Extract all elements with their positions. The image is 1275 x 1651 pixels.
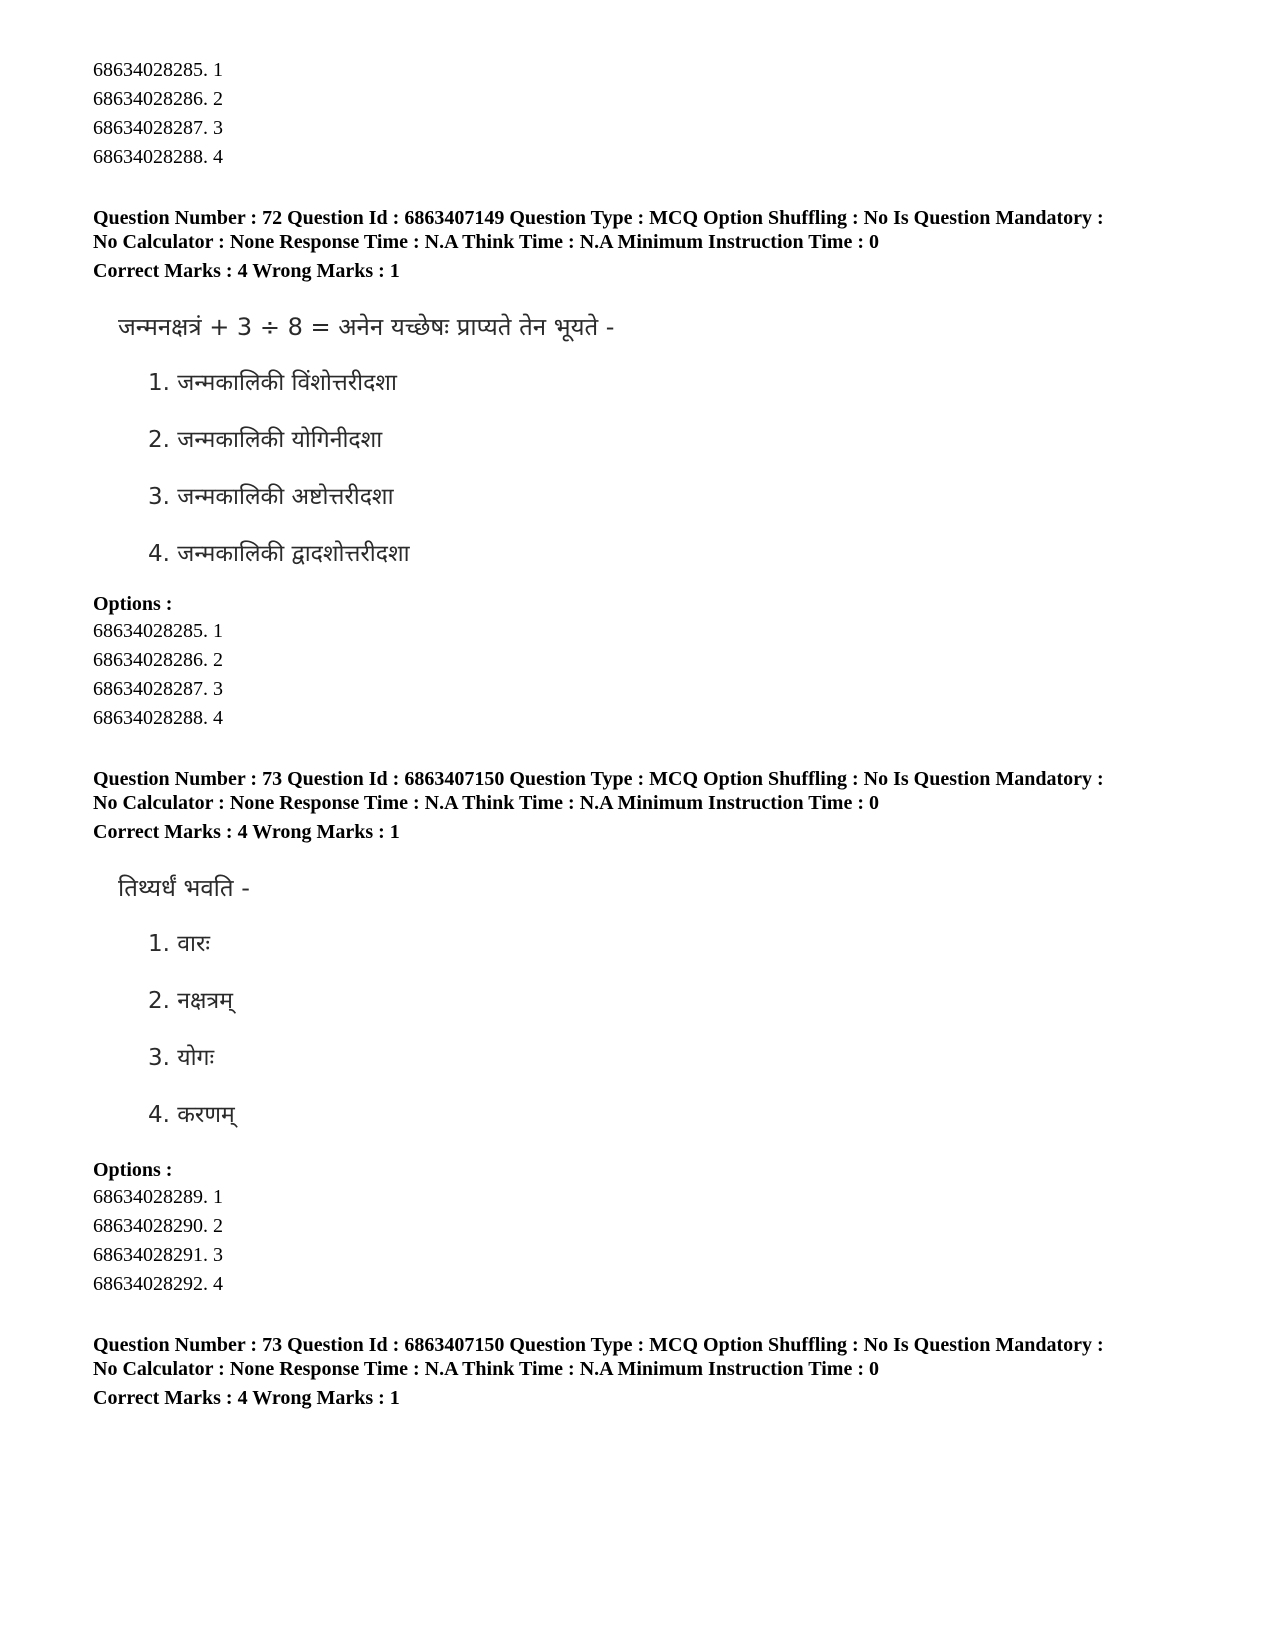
choice-2: 2. नक्षत्रम्: [148, 988, 233, 1014]
option-item: 68634028285. 1: [93, 59, 223, 81]
option-item: 68634028286. 2: [93, 88, 223, 110]
question-marks: Correct Marks : 4 Wrong Marks : 1: [93, 821, 400, 843]
question-meta-line-1: Question Number : 72 Question Id : 6863407149 Question Type : MCQ Option Shuffling : No Is Question Mandatory :: [93, 207, 1104, 229]
option-item: 68634028289. 1: [93, 1186, 223, 1208]
question-meta-line-1: Question Number : 73 Question Id : 6863407150 Question Type : MCQ Option Shuffling : No Is Question Mandatory :: [93, 1334, 1104, 1356]
question-73-image: [118, 873, 418, 1143]
option-item: 68634028287. 3: [93, 678, 223, 700]
option-item: 68634028287. 3: [93, 117, 223, 139]
option-item: 68634028286. 2: [93, 649, 223, 671]
question-72-image: [118, 312, 638, 582]
question-73-repeat-header: [93, 1333, 1203, 1410]
choice-3: 3. योगः: [148, 1045, 215, 1071]
choice-1: 1. वारः: [148, 931, 211, 957]
choice-4: 4. करणम्: [148, 1102, 235, 1128]
question-72-header: [93, 206, 1203, 283]
choice-1: 1. जन्मकालिकी विंशोत्तरीदशा: [148, 370, 397, 396]
choice-4: 4. जन्मकालिकी द्वादशोत्तरीदशा: [148, 541, 410, 567]
option-item: 68634028292. 4: [93, 1273, 223, 1295]
question-marks: Correct Marks : 4 Wrong Marks : 1: [93, 1387, 400, 1409]
question-meta-line-2: No Calculator : None Response Time : N.A Think Time : N.A Minimum Instruction Time : 0: [93, 231, 879, 253]
options-label: Options :: [93, 1159, 173, 1181]
question-stem: जन्मनक्षत्रं + 3 ÷ 8 = अनेन यच्छेषः प्राप्यते तेन भूयते -: [118, 313, 615, 341]
option-item: 68634028288. 4: [93, 146, 223, 168]
question-73-options: [93, 1183, 223, 1299]
question-meta-line-2: No Calculator : None Response Time : N.A Think Time : N.A Minimum Instruction Time : 0: [93, 1358, 879, 1380]
question-meta-line-1: Question Number : 73 Question Id : 6863407150 Question Type : MCQ Option Shuffling : No Is Question Mandatory :: [93, 768, 1104, 790]
top-options-list: [93, 56, 223, 172]
question-72-options: [93, 617, 223, 733]
option-item: 68634028290. 2: [93, 1215, 223, 1237]
option-item: 68634028288. 4: [93, 707, 223, 729]
options-label: Options :: [93, 593, 173, 615]
option-item: 68634028291. 3: [93, 1244, 223, 1266]
choice-2: 2. जन्मकालिकी योगिनीदशा: [148, 427, 383, 453]
question-marks: Correct Marks : 4 Wrong Marks : 1: [93, 260, 400, 282]
question-meta-line-2: No Calculator : None Response Time : N.A Think Time : N.A Minimum Instruction Time : 0: [93, 792, 879, 814]
question-stem: तिथ्यर्धं भवति -: [118, 874, 250, 902]
choice-3: 3. जन्मकालिकी अष्टोत्तरीदशा: [148, 484, 394, 510]
option-item: 68634028285. 1: [93, 620, 223, 642]
question-73-header: [93, 767, 1203, 844]
